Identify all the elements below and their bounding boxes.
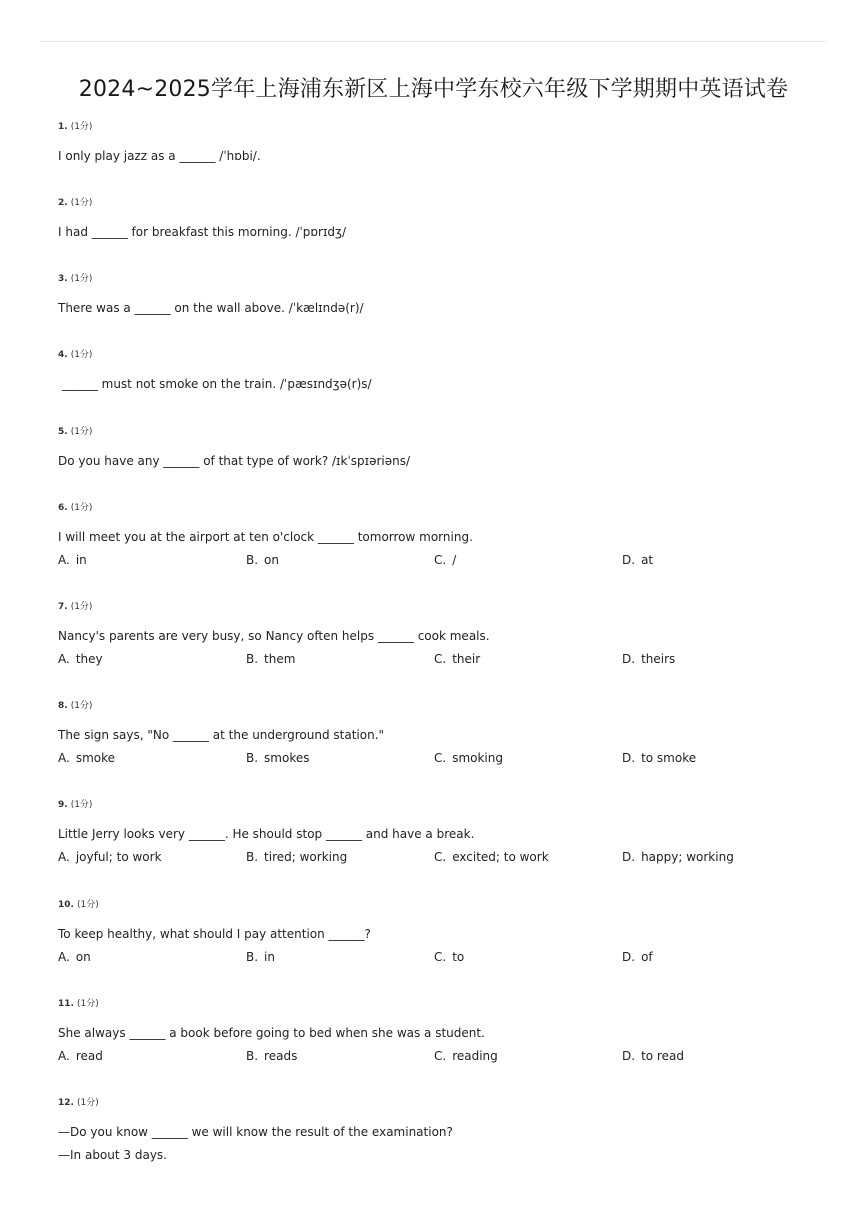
option-letter: A. — [58, 652, 70, 666]
option-letter: D. — [622, 652, 636, 666]
question-stem — [58, 1125, 838, 1163]
question-score: (1分) — [70, 503, 93, 513]
option-letter: B. — [246, 652, 259, 666]
answer-option — [246, 751, 310, 766]
answer-option — [58, 1049, 103, 1064]
option-letter: B. — [246, 751, 259, 765]
question-score: (1分) — [70, 602, 93, 612]
answer-option — [622, 652, 675, 667]
question-item — [58, 426, 838, 469]
option-text: they — [75, 652, 103, 666]
option-letter: B. — [246, 950, 259, 964]
answer-option — [434, 850, 549, 865]
question-score: (1分) — [70, 198, 93, 208]
question-stem-line: I had ______ for breakfast this morning. /ˈpɒrɪdʒ/ — [58, 225, 347, 239]
option-text: smokes — [264, 751, 310, 765]
question-stem-line: —In about 3 days. — [58, 1148, 167, 1162]
option-letter: D. — [622, 950, 636, 964]
question-number: 5. — [58, 427, 68, 437]
option-text: smoke — [75, 751, 115, 765]
option-text: smoking — [452, 751, 503, 765]
option-letter: C. — [434, 950, 447, 964]
option-text: joyful; to work — [75, 850, 162, 864]
option-letter: A. — [58, 553, 70, 567]
question-score: (1分) — [70, 122, 93, 132]
answer-options — [58, 751, 838, 766]
question-header — [58, 426, 838, 438]
answer-option — [434, 950, 464, 965]
option-letter: C. — [434, 553, 447, 567]
answer-options — [58, 1049, 838, 1064]
option-letter: B. — [246, 553, 259, 567]
answer-option — [58, 751, 115, 766]
answer-option — [246, 1049, 297, 1064]
answer-option — [434, 1049, 498, 1064]
answer-option — [434, 751, 503, 766]
question-number: 9. — [58, 800, 68, 810]
option-text: in — [75, 553, 87, 567]
question-stem-line: To keep healthy, what should I pay attention ______? — [58, 927, 371, 941]
option-letter: B. — [246, 850, 259, 864]
question-header — [58, 998, 838, 1010]
question-stem — [58, 301, 838, 316]
answer-option — [246, 850, 347, 865]
question-item — [58, 349, 838, 392]
option-text: their — [452, 652, 481, 666]
question-item — [58, 700, 838, 766]
answer-option — [622, 553, 653, 568]
answer-options — [58, 553, 838, 568]
question-header — [58, 197, 838, 209]
answer-option — [58, 652, 103, 667]
question-stem-line: ______ must not smoke on the train. /ˈpæsɪndʒə(r)s/ — [58, 377, 372, 391]
option-letter: A. — [58, 850, 70, 864]
question-stem-line: I only play jazz as a ______ /ˈhɒbi/. — [58, 149, 261, 163]
question-header — [58, 502, 838, 514]
answer-option — [58, 950, 91, 965]
option-letter: A. — [58, 751, 70, 765]
question-item — [58, 121, 838, 164]
question-item — [58, 273, 838, 316]
question-stem — [58, 530, 838, 545]
question-stem — [58, 225, 838, 240]
question-stem-line: There was a ______ on the wall above. /ˈkælɪndə(r)/ — [58, 301, 364, 315]
option-letter: D. — [622, 751, 636, 765]
answer-option — [58, 850, 162, 865]
question-header — [58, 601, 838, 613]
option-text: reading — [452, 1049, 498, 1063]
answer-options — [58, 850, 838, 865]
question-number: 10. — [58, 900, 74, 910]
question-stem — [58, 149, 838, 164]
option-text: to — [452, 950, 465, 964]
question-number: 3. — [58, 274, 68, 284]
question-item — [58, 601, 838, 667]
option-letter: D. — [622, 1049, 636, 1063]
option-text: / — [452, 553, 457, 567]
question-score: (1分) — [70, 800, 93, 810]
question-header — [58, 121, 838, 133]
question-stem-line: Do you have any ______ of that type of work? /ɪkˈspɪəriəns/ — [58, 454, 411, 468]
question-stem — [58, 927, 838, 942]
question-item — [58, 998, 838, 1064]
question-score: (1分) — [76, 1098, 99, 1108]
question-score: (1分) — [70, 701, 93, 711]
option-letter: A. — [58, 1049, 70, 1063]
question-item — [58, 899, 838, 965]
question-number: 2. — [58, 198, 68, 208]
question-score: (1分) — [70, 350, 93, 360]
question-stem-line: The sign says, "No ______ at the underground station." — [58, 728, 385, 742]
answer-option — [622, 950, 653, 965]
option-letter: B. — [246, 1049, 259, 1063]
question-score: (1分) — [70, 427, 93, 437]
option-text: reads — [264, 1049, 298, 1063]
option-letter: C. — [434, 652, 447, 666]
question-number: 11. — [58, 999, 74, 1009]
question-stem — [58, 454, 838, 469]
answer-option — [246, 652, 295, 667]
answer-option — [622, 850, 734, 865]
question-item — [58, 197, 838, 240]
question-score: (1分) — [76, 900, 99, 910]
option-letter: C. — [434, 751, 447, 765]
question-stem — [58, 827, 838, 842]
question-stem-line: Little Jerry looks very ______. He should stop ______ and have a break. — [58, 827, 475, 841]
question-item — [58, 502, 838, 568]
exam-title: 2024~2025学年上海浦东新区上海中学东校六年级下学期期中英语试卷 — [78, 77, 789, 102]
option-text: at — [641, 553, 654, 567]
option-text: to smoke — [641, 751, 697, 765]
answer-option — [622, 1049, 684, 1064]
option-text: them — [264, 652, 296, 666]
question-number: 6. — [58, 503, 68, 513]
question-stem — [58, 728, 838, 743]
option-letter: C. — [434, 1049, 447, 1063]
question-item — [58, 799, 838, 865]
question-header — [58, 349, 838, 361]
question-header — [58, 1097, 838, 1109]
question-stem — [58, 1026, 838, 1041]
question-stem-line: —Do you know ______ we will know the result of the examination? — [58, 1125, 453, 1139]
top-divider — [40, 41, 827, 42]
question-stem-line: She always ______ a book before going to bed when she was a student. — [58, 1026, 485, 1040]
answer-options — [58, 950, 838, 965]
question-score: (1分) — [70, 274, 93, 284]
option-text: in — [264, 950, 275, 964]
option-letter: C. — [434, 850, 447, 864]
question-stem — [58, 377, 838, 392]
question-header — [58, 273, 838, 285]
question-number: 7. — [58, 602, 68, 612]
question-number: 4. — [58, 350, 68, 360]
question-header — [58, 700, 838, 712]
question-stem-line: Nancy's parents are very busy, so Nancy often helps ______ cook meals. — [58, 629, 490, 643]
option-letter: A. — [58, 950, 70, 964]
question-stem-line: I will meet you at the airport at ten o'clock ______ tomorrow morning. — [58, 530, 473, 544]
question-item — [58, 1097, 838, 1163]
option-text: of — [641, 950, 653, 964]
question-header — [58, 899, 838, 911]
answer-option — [434, 652, 480, 667]
answer-options — [58, 652, 838, 667]
option-text: excited; to work — [452, 850, 549, 864]
option-text: on — [75, 950, 91, 964]
question-score: (1分) — [76, 999, 99, 1009]
option-text: on — [264, 553, 279, 567]
answer-option — [58, 553, 87, 568]
option-letter: D. — [622, 553, 636, 567]
option-text: theirs — [641, 652, 676, 666]
question-number: 12. — [58, 1098, 74, 1108]
answer-option — [434, 553, 456, 568]
answer-option — [246, 950, 275, 965]
question-header — [58, 799, 838, 811]
question-number: 1. — [58, 122, 68, 132]
option-letter: D. — [622, 850, 636, 864]
answer-option — [622, 751, 696, 766]
question-stem — [58, 629, 838, 644]
answer-option — [246, 553, 279, 568]
option-text: read — [75, 1049, 103, 1063]
option-text: to read — [641, 1049, 684, 1063]
option-text: happy; working — [641, 850, 734, 864]
option-text: tired; working — [264, 850, 348, 864]
question-number: 8. — [58, 701, 68, 711]
